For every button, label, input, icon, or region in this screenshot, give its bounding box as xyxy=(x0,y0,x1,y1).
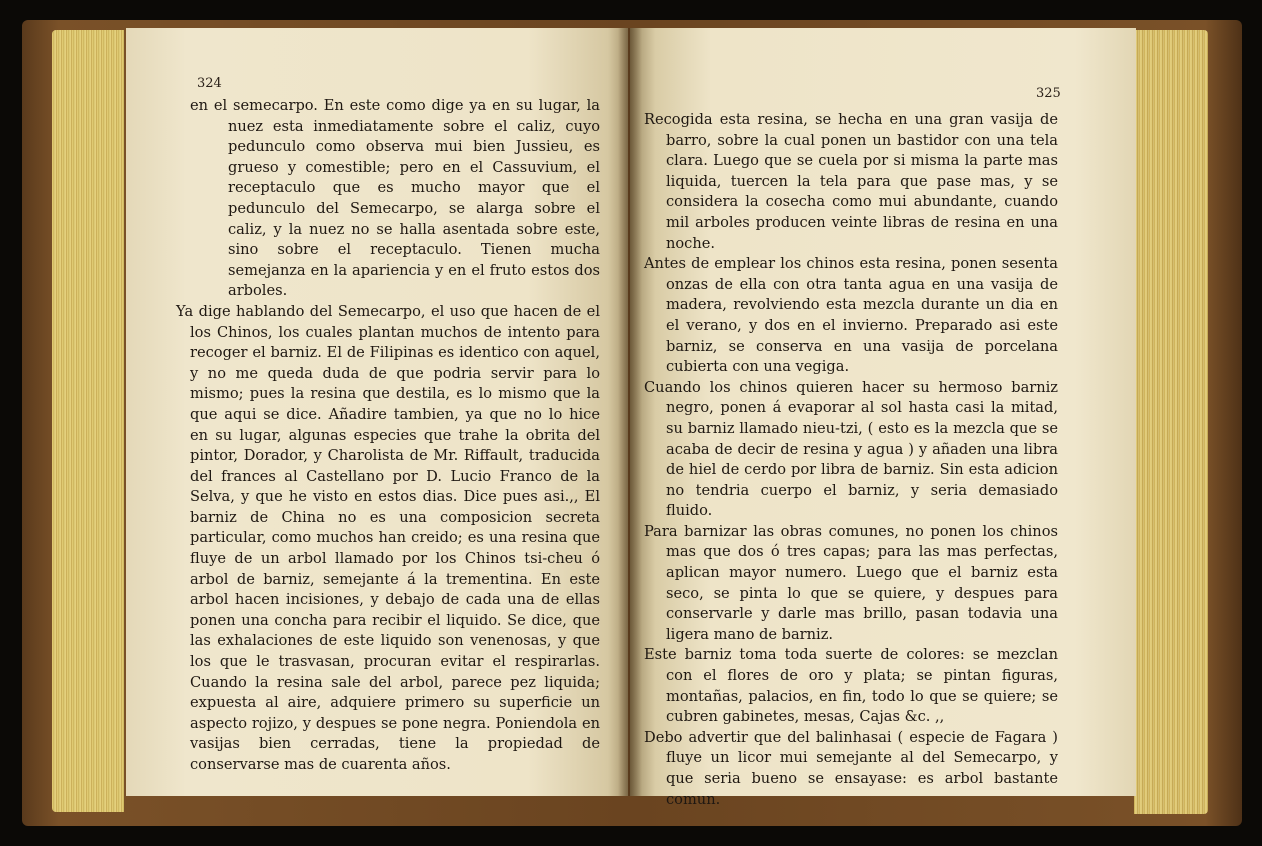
paragraph: Este barniz toma toda suerte de colores: se mezclan con el flores de oro y plata; se pintan figuras, montañas, palacios, en fin, todo lo que se quiere; se cubren gabinetes, mesas, Cajas &c. ,, xyxy=(644,646,1058,726)
left-page-text xyxy=(176,96,600,776)
right-page-text xyxy=(644,110,1058,810)
book-gutter xyxy=(618,28,642,796)
paragraph: Ya dige hablando del Semecarpo, el uso que hacen de el los Chinos, los cuales plantan muchos de intento para recoger el barniz. El de Filipinas es identico con aquel, y no me queda duda de que podria servir para lo mismo; pues la resina que destila, es lo mismo que la que aqui se dice. Añadire tambien, ya que no lo hice en su lugar, algunas especies que trahe la obrita del pintor, Dorador, y Charolista de Mr. Riffault, traducida del frances al Castellano por D. Lucio Franco de la Selva, y que he visto en estos dias. Dice pues asi.,, El barniz de China no es una composicion secreta particular, como muchos han creido; es una resina que fluye de un arbol llamado por los Chinos tsi-cheu ó arbol de barniz, semejante á la trementina. En este arbol hacen incisiones, y debajo de cada una de ellas ponen una concha para recibir el liquido. Se dice, que las exhalaciones de este liquido son venenosas, y que los que le trasvasan, procuran evitar el respirarlas. Cuando la resina sale del arbol, parece pez liquida; expuesta al aire, adquiere primero su superficie un aspecto rojizo, y despues se pone negra. Poniendola en vasijas bien cerradas, tiene la propiedad de conservarse mas de cuarenta años. xyxy=(176,302,600,773)
paragraph: Debo advertir que del balinhasai ( especie de Fagara ) fluye un licor mui semejante al del Semecarpo, y que seria bueno se ensayase: es arbol bastante comun. xyxy=(644,728,1058,808)
paragraph: Cuando los chinos quieren hacer su hermoso barniz negro, ponen á evaporar al sol hasta casi la mitad, su barniz llamado nieu-tzi, ( esto es la mezcla que se acaba de decir de resina y agua ) y añaden una libra de hiel de cerdo por libra de barniz. Sin esta adicion no tendria cuerpo el barniz, y seria demasiado fluido. xyxy=(644,378,1058,520)
page-edges-left xyxy=(52,30,124,812)
right-page-number: 325 xyxy=(1036,86,1061,101)
paragraph: Antes de emplear los chinos esta resina, ponen sesenta onzas de ella con otra tanta agua en una vasija de madera, revolviendo esta mezcla durante un dia en el verano, y dos en el invierno. Preparado asi este barniz, se conserva en una vasija de porcelana cubierta con una vegiga. xyxy=(644,255,1058,376)
page-edges-right xyxy=(1134,30,1208,814)
paragraph: Para barnizar las obras comunes, no ponen los chinos mas que dos ó tres capas; para las mas perfectas, aplican mayor numero. Luego que el barniz esta seco, se pinta lo que se quiere, y despues para conservarle y darle mas brillo, pasan todavia una ligera mano de barniz. xyxy=(644,522,1058,643)
paragraph: en el semecarpo. En este como dige ya en su lugar, la nuez esta inmediatamente sobre el caliz, cuyo pedunculo como observa mui bien Jussieu, es grueso y comestible; pero en el Cassuvium, el receptaculo que es mucho mayor que el pedunculo del Semecarpo, se alarga sobre el caliz, y la nuez no se halla asentada sobre este, sino sobre el receptaculo. Tienen mucha semejanza en la apariencia y en el fruto estos dos arboles. xyxy=(190,97,600,300)
left-page-number: 324 xyxy=(197,76,222,91)
paragraph: Recogida esta resina, se hecha en una gran vasija de barro, sobre la cual ponen un bastidor con una tela clara. Luego que se cuela por si misma la parte mas liquida, tuercen la tela para que pase mas, y se considera la cosecha como mui abundante, cuando mil arboles producen veinte libras de resina en una noche. xyxy=(644,111,1058,252)
